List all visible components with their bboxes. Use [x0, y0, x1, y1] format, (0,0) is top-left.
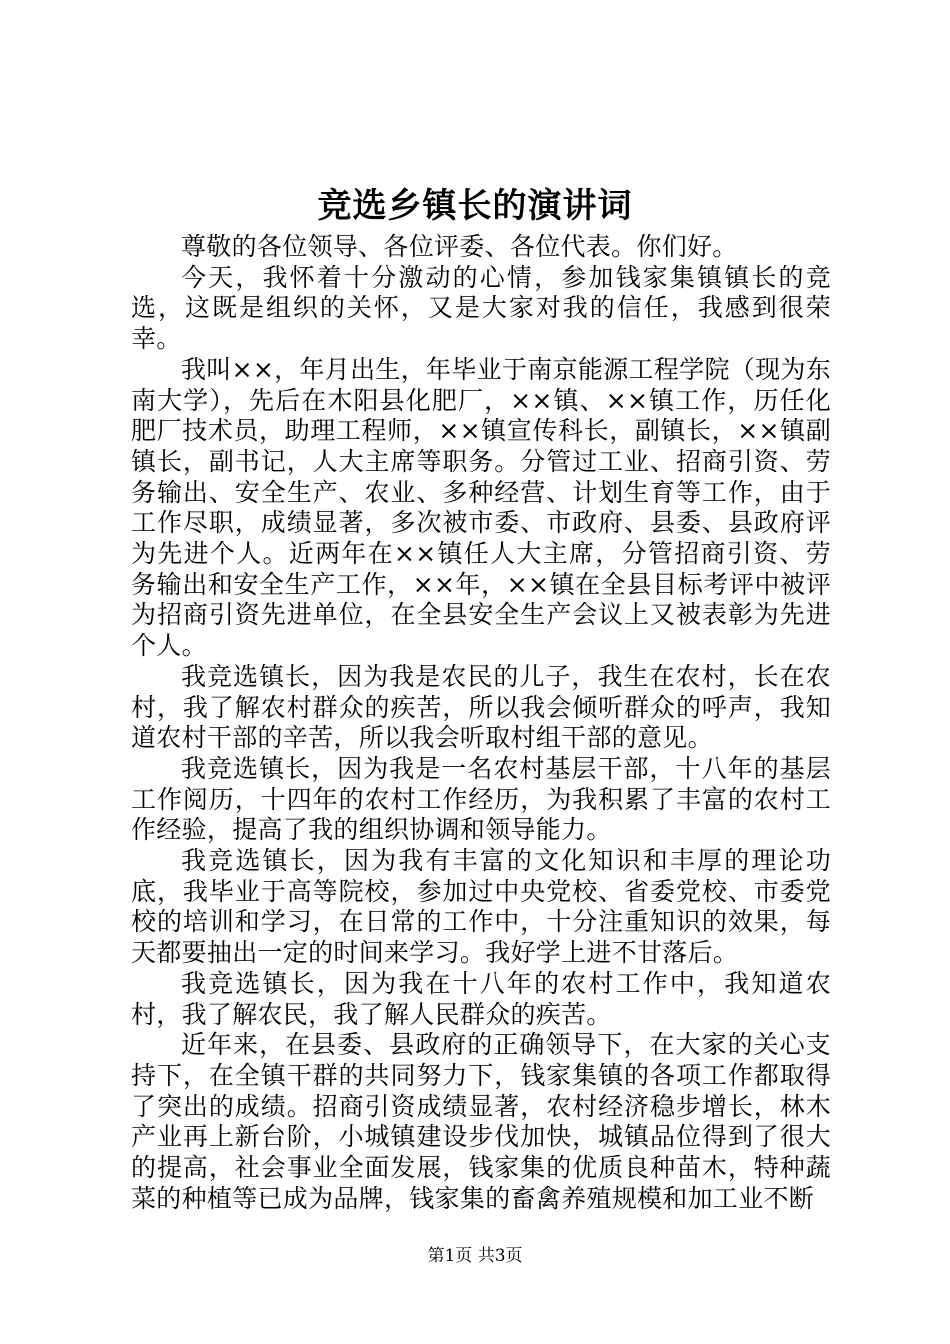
- paragraph-resume: 我叫××，年月出生，年毕业于南京能源工程学院（现为东南大学），先后在木阳县化肥厂，××镇、××镇工作，历任化肥厂技术员，助理工程师，××镇宣传科长，副镇长，××镇副镇长，副书记，人大主席等职务。分管过工业、招商引资、劳务输出、安全生产、农业、多种经营、计划生育等工作，由于工作尽职，成绩显著，多次被市委、市政府、县委、县政府评为先进个人。近两年在××镇任人大主席，分管招商引资、劳务输出和安全生产工作，××年，××镇在全县目标考评中被评为招商引资先进单位，在全县安全生产会议上又被表彰为先进个人。: [131, 354, 831, 661]
- paragraph-achievements: 近年来，在县委、县政府的正确领导下，在大家的关心支持下，在全镇干群的共同努力下，钱家集镇的各项工作都取得了突出的成绩。招商引资成绩显著，农村经济稳步增长，林木产业再上新台阶，小城镇建设步伐加快，城镇品位得到了很大的提高，社会事业全面发展，钱家集的优质良种苗木，特种蔬菜的种植等已成为品牌，钱家集的畜禽养殖规模和加工业不断: [131, 1030, 831, 1213]
- paragraph-reason-farmer: 我竞选镇长，因为我是农民的儿子，我生在农村，长在农村，我了解农村群众的疾苦，所以我会倾听群众的呼声，我知道农村干部的辛苦，所以我会听取村组干部的意见。: [131, 661, 831, 753]
- paragraph-reason-cadre: 我竞选镇长，因为我是一名农村基层干部，十八年的基层工作阅历，十四年的农村工作经历，为我积累了丰富的农村工作经验，提高了我的组织协调和领导能力。: [131, 753, 831, 845]
- paragraph-opening: 今天，我怀着十分激动的心情，参加钱家集镇镇长的竞选，这既是组织的关怀，又是大家对我的信任，我感到很荣幸。: [131, 262, 831, 354]
- paragraph-reason-knowledge: 我竞选镇长，因为我有丰富的文化知识和丰厚的理论功底，我毕业于高等院校，参加过中央党校、省委党校、市委党校的培训和学习，在日常的工作中，十分注重知识的效果，每天都要抽出一定的时间来学习。我好学上进不甘落后。: [131, 846, 831, 968]
- document-body: [131, 232, 831, 1215]
- paragraph-reason-experience: 我竞选镇长，因为我在十八年的农村工作中，我知道农村，我了解农民，我了解人民群众的疾苦。: [131, 968, 831, 1029]
- document-title: 竞选乡镇长的演讲词: [317, 186, 633, 226]
- page-number-footer: 第1页 共3页: [427, 1246, 523, 1266]
- paragraph-greeting: 尊敬的各位领导、各位评委、各位代表。你们好。: [181, 232, 738, 261]
